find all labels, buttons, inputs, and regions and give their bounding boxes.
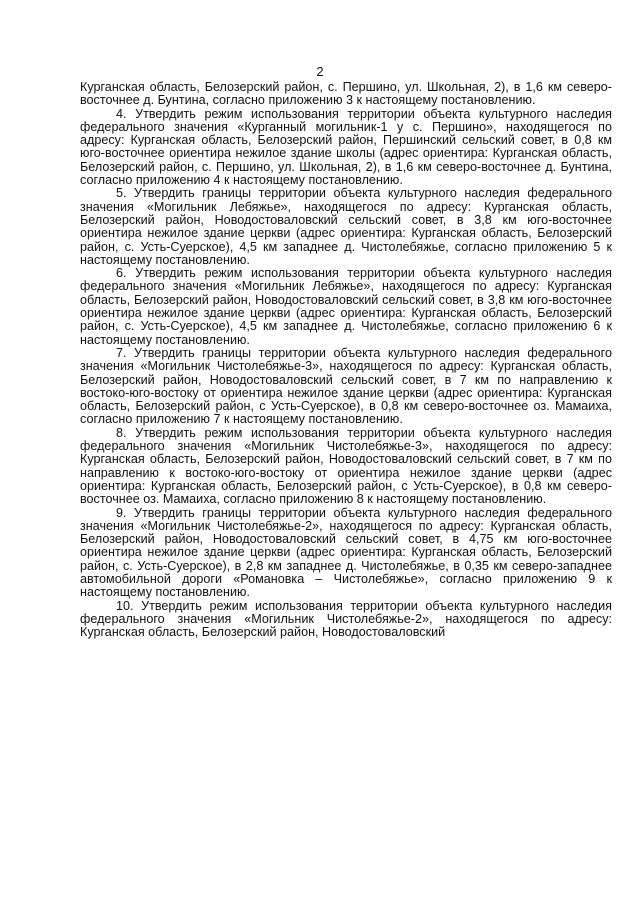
paragraph-item-6: 6. Утвердить режим использования территории объекта культурного наследия федерального значения «Могильник Лебяжье», находящегося по адресу: Курганская область, Белозерский район, Новодостоваловский сельский совет, в 3,8 км юго-восточнее ориентира нежилое здание церкви (адрес ориентира: Курганская область, Белозерский район, с. Усть-Суерское), 4,5 км западнее д. Чистолебяжье, согласно приложению 6 к настоящему постановлению. bbox=[80, 266, 612, 347]
paragraph-item-8: 8. Утвердить режим использования территории объекта культурного наследия федерального значения «Могильник Чистолебяжье-3», находящегося по адресу: Курганская область, Белозерский район, Новодостоваловский сельский совет, в 7 км по направлению к востоко-юго-востоку от ориентира нежилое здание церкви (адрес ориентира: Курганская область, Белозерский район, с Усть-Суерское), в 0,8 км северо-восточнее оз. Мамаиха, согласно приложению 8 к настоящему постановлению. bbox=[80, 425, 612, 507]
paragraph-item-9: 9. Утвердить границы территории объекта культурного наследия федерального значения «Могильник Чистолебяжье-2», находящегося по адресу: Курганская область, Белозерский район, Новодостоваловский сельский совет, в 4,75 км юго-восточнее ориентира нежилое здание церкви (адрес ориентира: Курганская область, Белозерский район, с. Усть-Суерское), в 2,8 км западнее д. Чистолебяжье, в 0,35 км северо-западнее автомобильной дороги «Романовка – Чистолебяжье», согласно приложению 9 к настоящему постановлению. bbox=[80, 505, 612, 600]
paragraph-item-10: 10. Утвердить режим использования территории объекта культурного наследия федерального значения «Могильник Чистолебяжье-2», находящегося по адресу: Курганская область, Белозерский район, Новодостоваловский bbox=[80, 598, 612, 640]
document-body bbox=[80, 81, 612, 639]
paragraph-item-5: 5. Утвердить границы территории объекта культурного наследия федерального значения «Могильник Лебяжье», находящегося по адресу: Курганская область, Белозерский район, Новодостоваловский сельский совет, в 3,8 км юго-восточнее ориентира нежилое здание церкви (адрес ориентира: Курганская область, Белозерский район, с. Усть-Суерское), 4,5 км западнее д. Чистолебяжье, согласно приложению 5 к настоящему постановлению. bbox=[80, 186, 612, 267]
page-number: 2 bbox=[316, 64, 324, 79]
paragraph-item-7: 7. Утвердить границы территории объекта культурного наследия федерального значения «Могильник Чистолебяжье-3», находящегося по адресу: Курганская область, Белозерский район, Новодостоваловский сельский совет, в 7 км по направлению к востоко-юго-востоку от ориентира нежилое здание церкви (адрес ориентира: Курганская область, Белозерский район, с Усть-Суерское), в 0,8 км северо-восточнее оз. Мамаиха, согласно приложению 7 к настоящему постановлению. bbox=[80, 345, 612, 427]
paragraph-item-4: 4. Утвердить режим использования территории объекта культурного наследия федерального значения «Курганный могильник-1 у с. Першино», находящегося по адресу: Курганская область, Белозерский район, Першинский сельский совет, в 0,8 км юго-восточнее ориентира нежилое здание школы (адрес ориентира: Курганская область, Белозерский район, с. Першино, ул. Школьная, 2), в 1,6 км северо-восточнее д. Бунтина, согласно приложению 4 к настоящему постановлению. bbox=[80, 106, 612, 188]
paragraph-3-continuation: Курганская область, Белозерский район, с. Першино, ул. Школьная, 2), в 1,6 км северо-восточнее д. Бунтина, согласно приложению 3 к настоящему постановлению. bbox=[80, 80, 612, 108]
